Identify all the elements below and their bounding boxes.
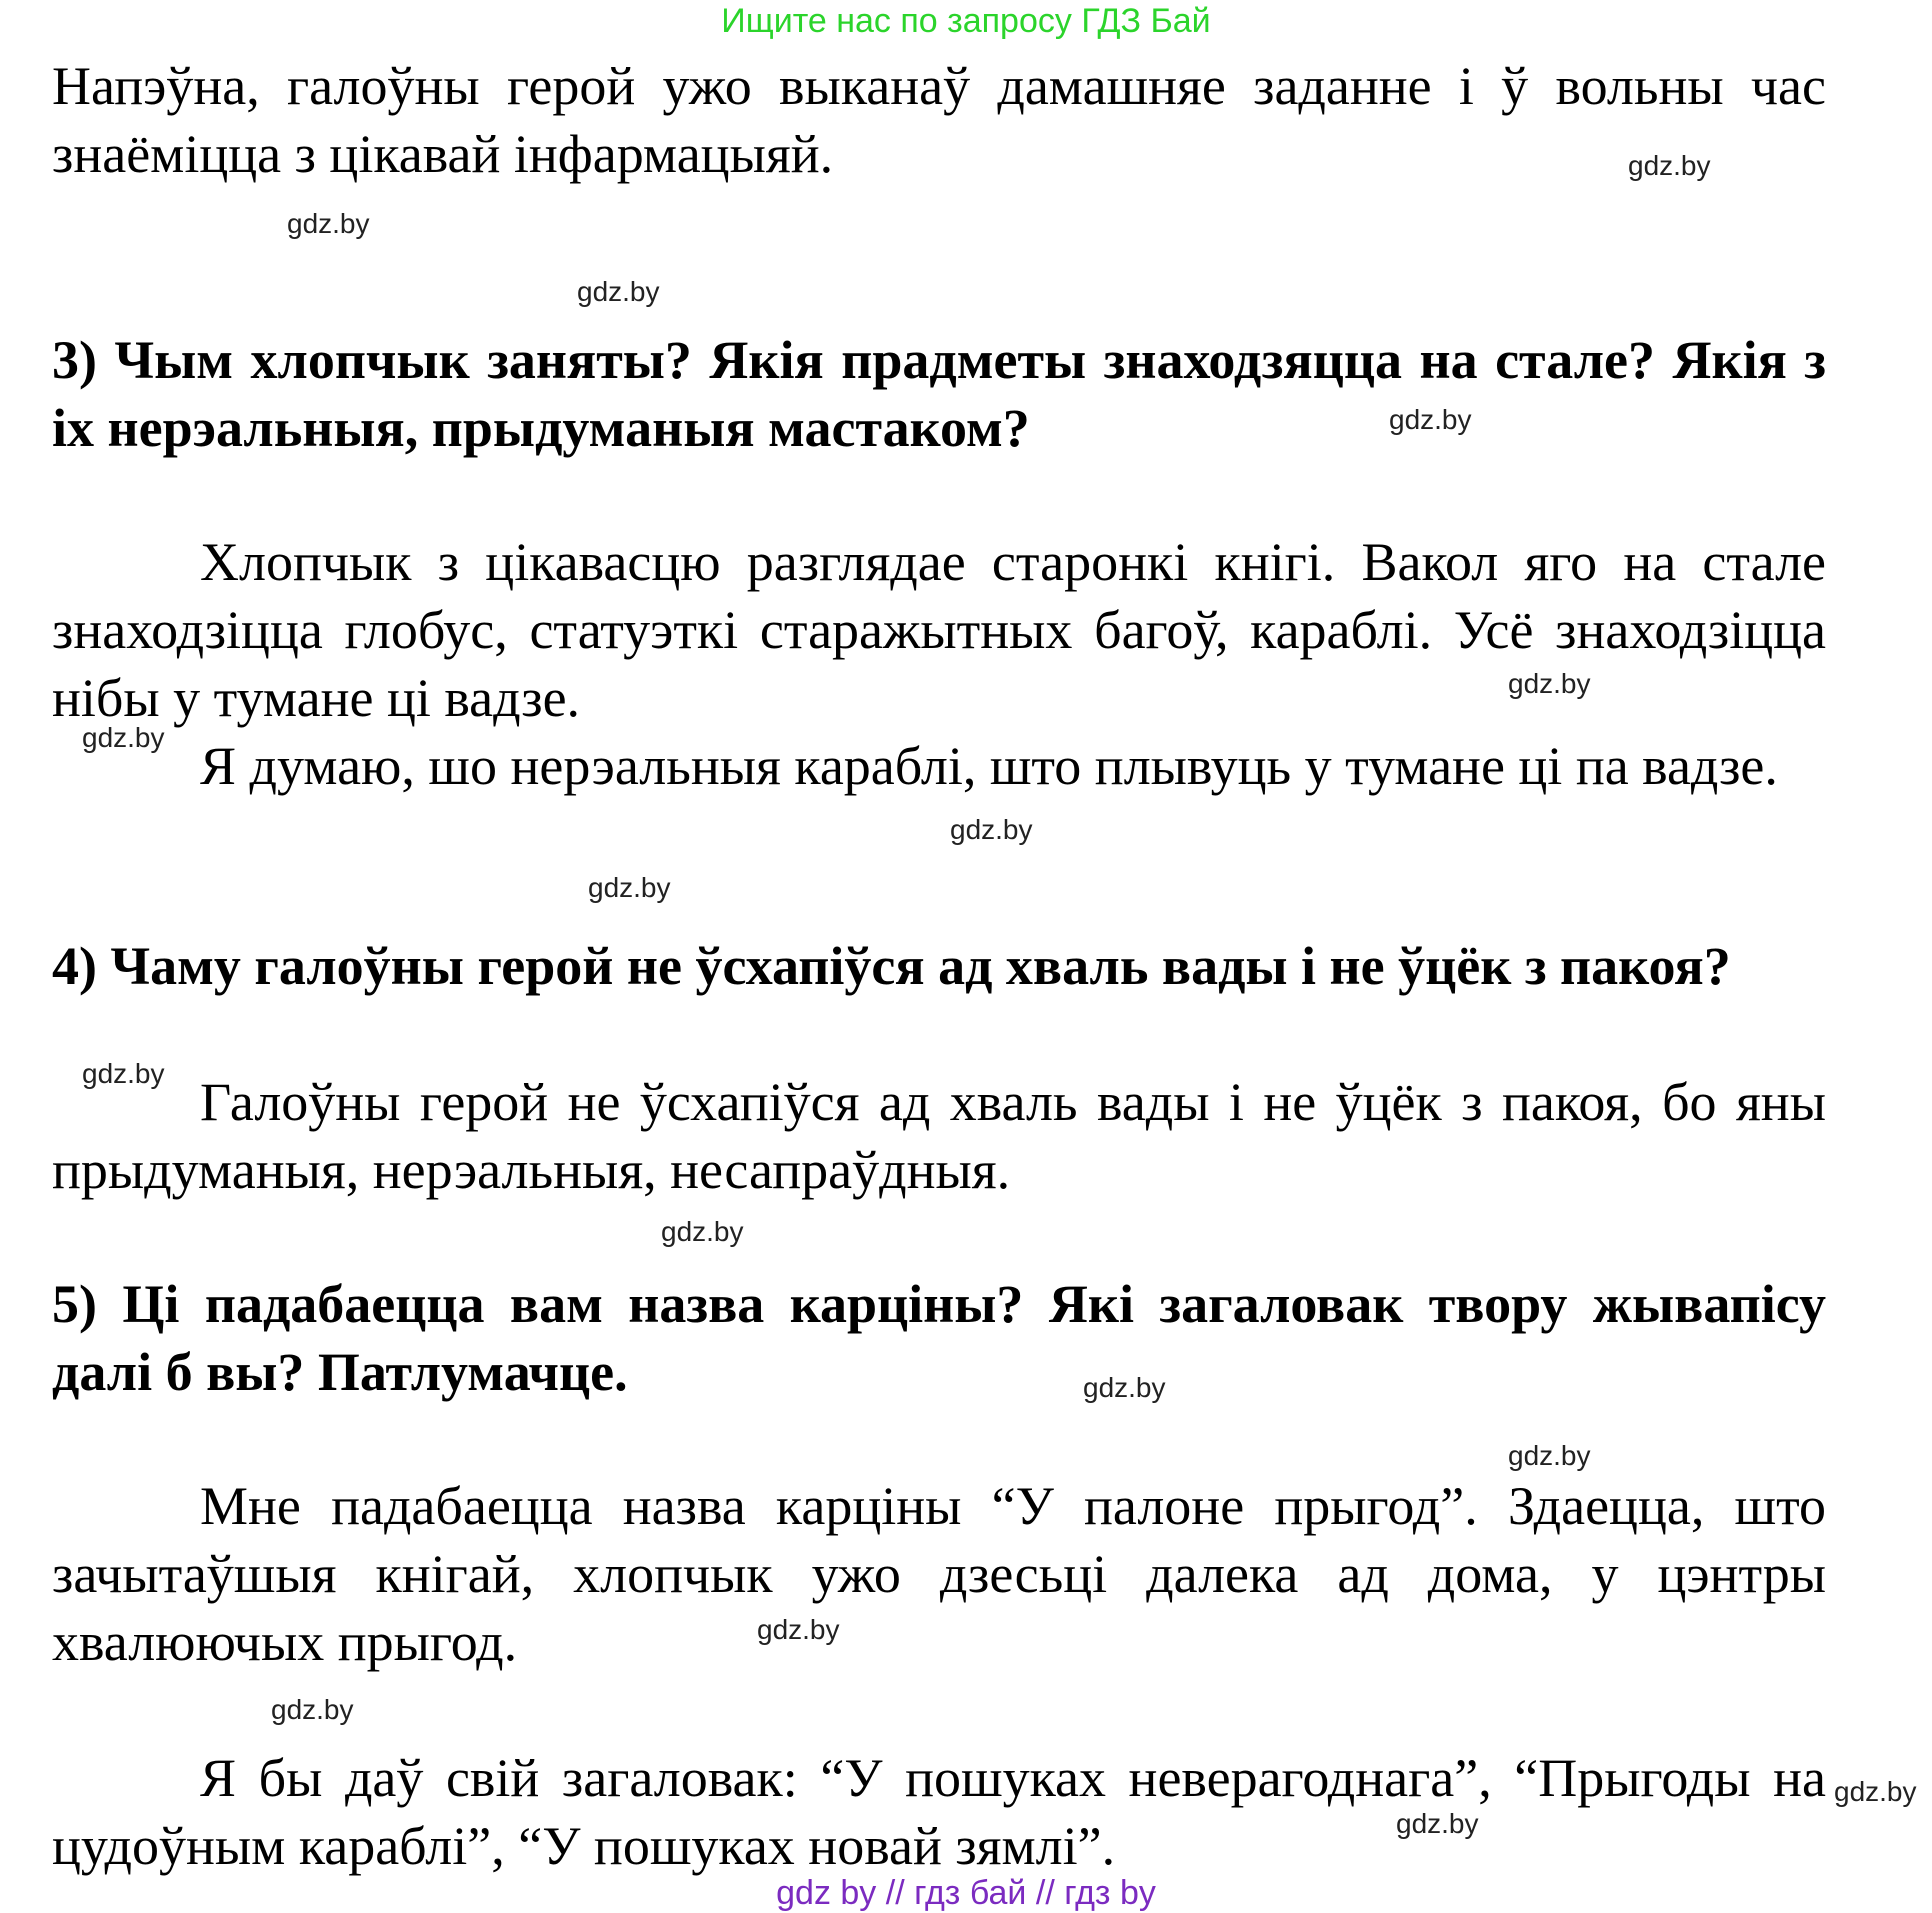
question-5: 5) Ці падабаецца вам назва карціны? Які загаловак твору жывапісу далі б вы? Патлумачце. bbox=[52, 1274, 1826, 1402]
watermark: gdz.by bbox=[1508, 1440, 1591, 1471]
watermark: gdz.by bbox=[1083, 1372, 1166, 1403]
answer-5-paragraph-1: Мне падабаецца назва карціны “У палоне прыгод”. Здаецца, што зачытаўшыя кнігай, хлопчык ужо дзесьці далека ад дома, у цэнтры хвалюючых прыгод. bbox=[52, 1476, 1826, 1672]
footer-banner: gdz by // гдз бай // гдз by bbox=[776, 1874, 1156, 1912]
watermark: gdz.by bbox=[1508, 668, 1591, 699]
watermark: gdz.by bbox=[757, 1614, 840, 1645]
watermark: gdz.by bbox=[82, 1058, 165, 1089]
watermark: gdz.by bbox=[577, 276, 660, 307]
watermark: gdz.by bbox=[271, 1694, 354, 1725]
header-banner: Ищите нас по запросу ГДЗ Бай bbox=[721, 2, 1211, 40]
watermark: gdz.by bbox=[661, 1216, 744, 1247]
answer-3-paragraph-1: Хлопчык з цікавасцю разглядае старонкі кнігі. Вакол яго на стале знаходзіцца глобус, статуэткі старажытных багоў, караблі. Усё знаходзіцца нібы у тумане ці вадзе. bbox=[52, 532, 1826, 728]
watermark: gdz.by bbox=[950, 814, 1033, 845]
watermark: gdz.by bbox=[1628, 150, 1711, 181]
question-4: 4) Чаму галоўны герой не ўсхапіўся ад хваль вады і не ўцёк з пакоя? bbox=[52, 936, 1731, 996]
answer-5-paragraph-2: Я бы даў свій загаловак: “У пошуках неверагоднага”, “Прыгоды на цудоўным караблі”, “У пошуках новай зямлі”. bbox=[52, 1748, 1826, 1876]
watermark: gdz.by bbox=[287, 208, 370, 239]
watermark: gdz.by bbox=[1396, 1808, 1479, 1839]
watermark: gdz.by bbox=[1389, 404, 1472, 435]
answer-3-paragraph-2: Я думаю, шо нерэальныя караблі, што плывуць у тумане ці па вадзе. bbox=[200, 736, 1778, 796]
question-3: 3) Чым хлопчык заняты? Якія прадметы знаходзяцца на стале? Якія з іх нерэальныя, прыдуманыя мастаком? bbox=[52, 330, 1826, 458]
watermark: gdz.by bbox=[82, 722, 165, 753]
answer-4-paragraph: Галоўны герой не ўсхапіўся ад хваль вады і не ўцёк з пакоя, бо яны прыдуманыя, нерэальныя, несапраўдныя. bbox=[52, 1072, 1826, 1200]
watermark: gdz.by bbox=[588, 872, 671, 903]
watermark: gdz.by bbox=[1834, 1776, 1917, 1807]
intro-paragraph: Напэўна, галоўны герой ужо выканаў дамашняе заданне і ў вольны час знаёміцца з цікавай інфармацыяй. bbox=[52, 56, 1826, 184]
